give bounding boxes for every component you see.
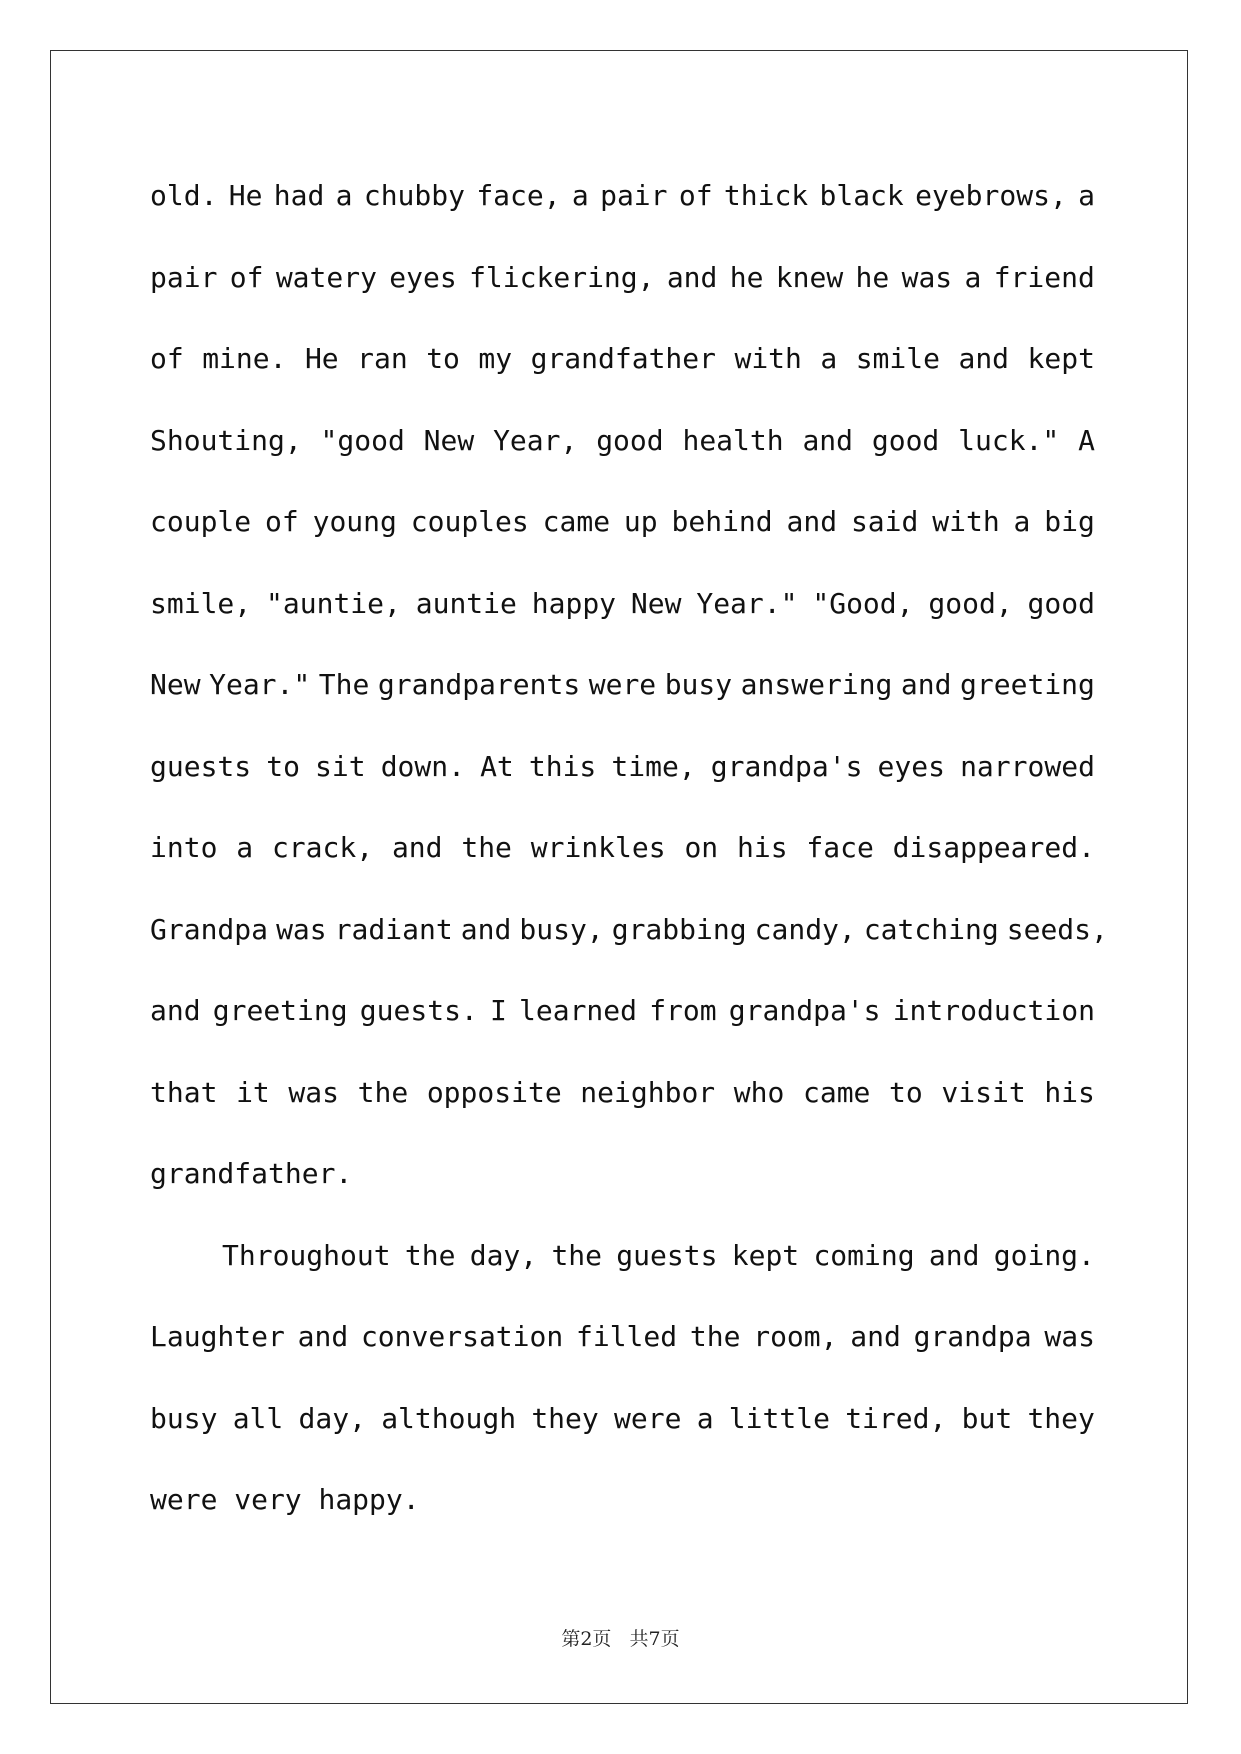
text-line: Shouting, "good New Year, good health and good luck." A [150, 423, 1095, 457]
text-line: smile, "auntie, auntie happy New Year." "Good, good, good [150, 586, 1095, 620]
text-line: into a crack, and the wrinkles on his face disappeared. [150, 831, 1095, 864]
text-line: Grandpa was radiant and busy, grabbing candy, catching seeds, [150, 912, 1108, 946]
text-line: couple of young couples came up behind and said with a big [150, 505, 1095, 538]
text-line: New Year." The grandparents were busy answering and greeting [150, 668, 1095, 701]
text-line: guests to sit down. At this time, grandpa's eyes narrowed [150, 749, 1095, 783]
document-body [150, 155, 1108, 1541]
text-line: of mine. He ran to my grandfather with a smile and kept [150, 342, 1095, 375]
text-line: busy all day, although they were a little tired, but they [150, 1401, 1095, 1435]
text-line: old. He had a chubby face, a pair of thick black eyebrows, a [150, 179, 1095, 212]
text-line: were very happy. [150, 1483, 420, 1516]
text-line: Throughout the day, the guests kept coming and going. [222, 1238, 1095, 1272]
text-line: grandfather. [150, 1157, 353, 1190]
page-number-footer: 第2页 共7页 [561, 1628, 680, 1650]
text-line: pair of watery eyes flickering, and he knew he was a friend [150, 260, 1095, 294]
text-line: Laughter and conversation filled the room, and grandpa was [150, 1320, 1095, 1353]
text-line: that it was the opposite neighbor who came to visit his [150, 1075, 1095, 1109]
text-line: and greeting guests. I learned from grandpa's introduction [150, 994, 1095, 1027]
